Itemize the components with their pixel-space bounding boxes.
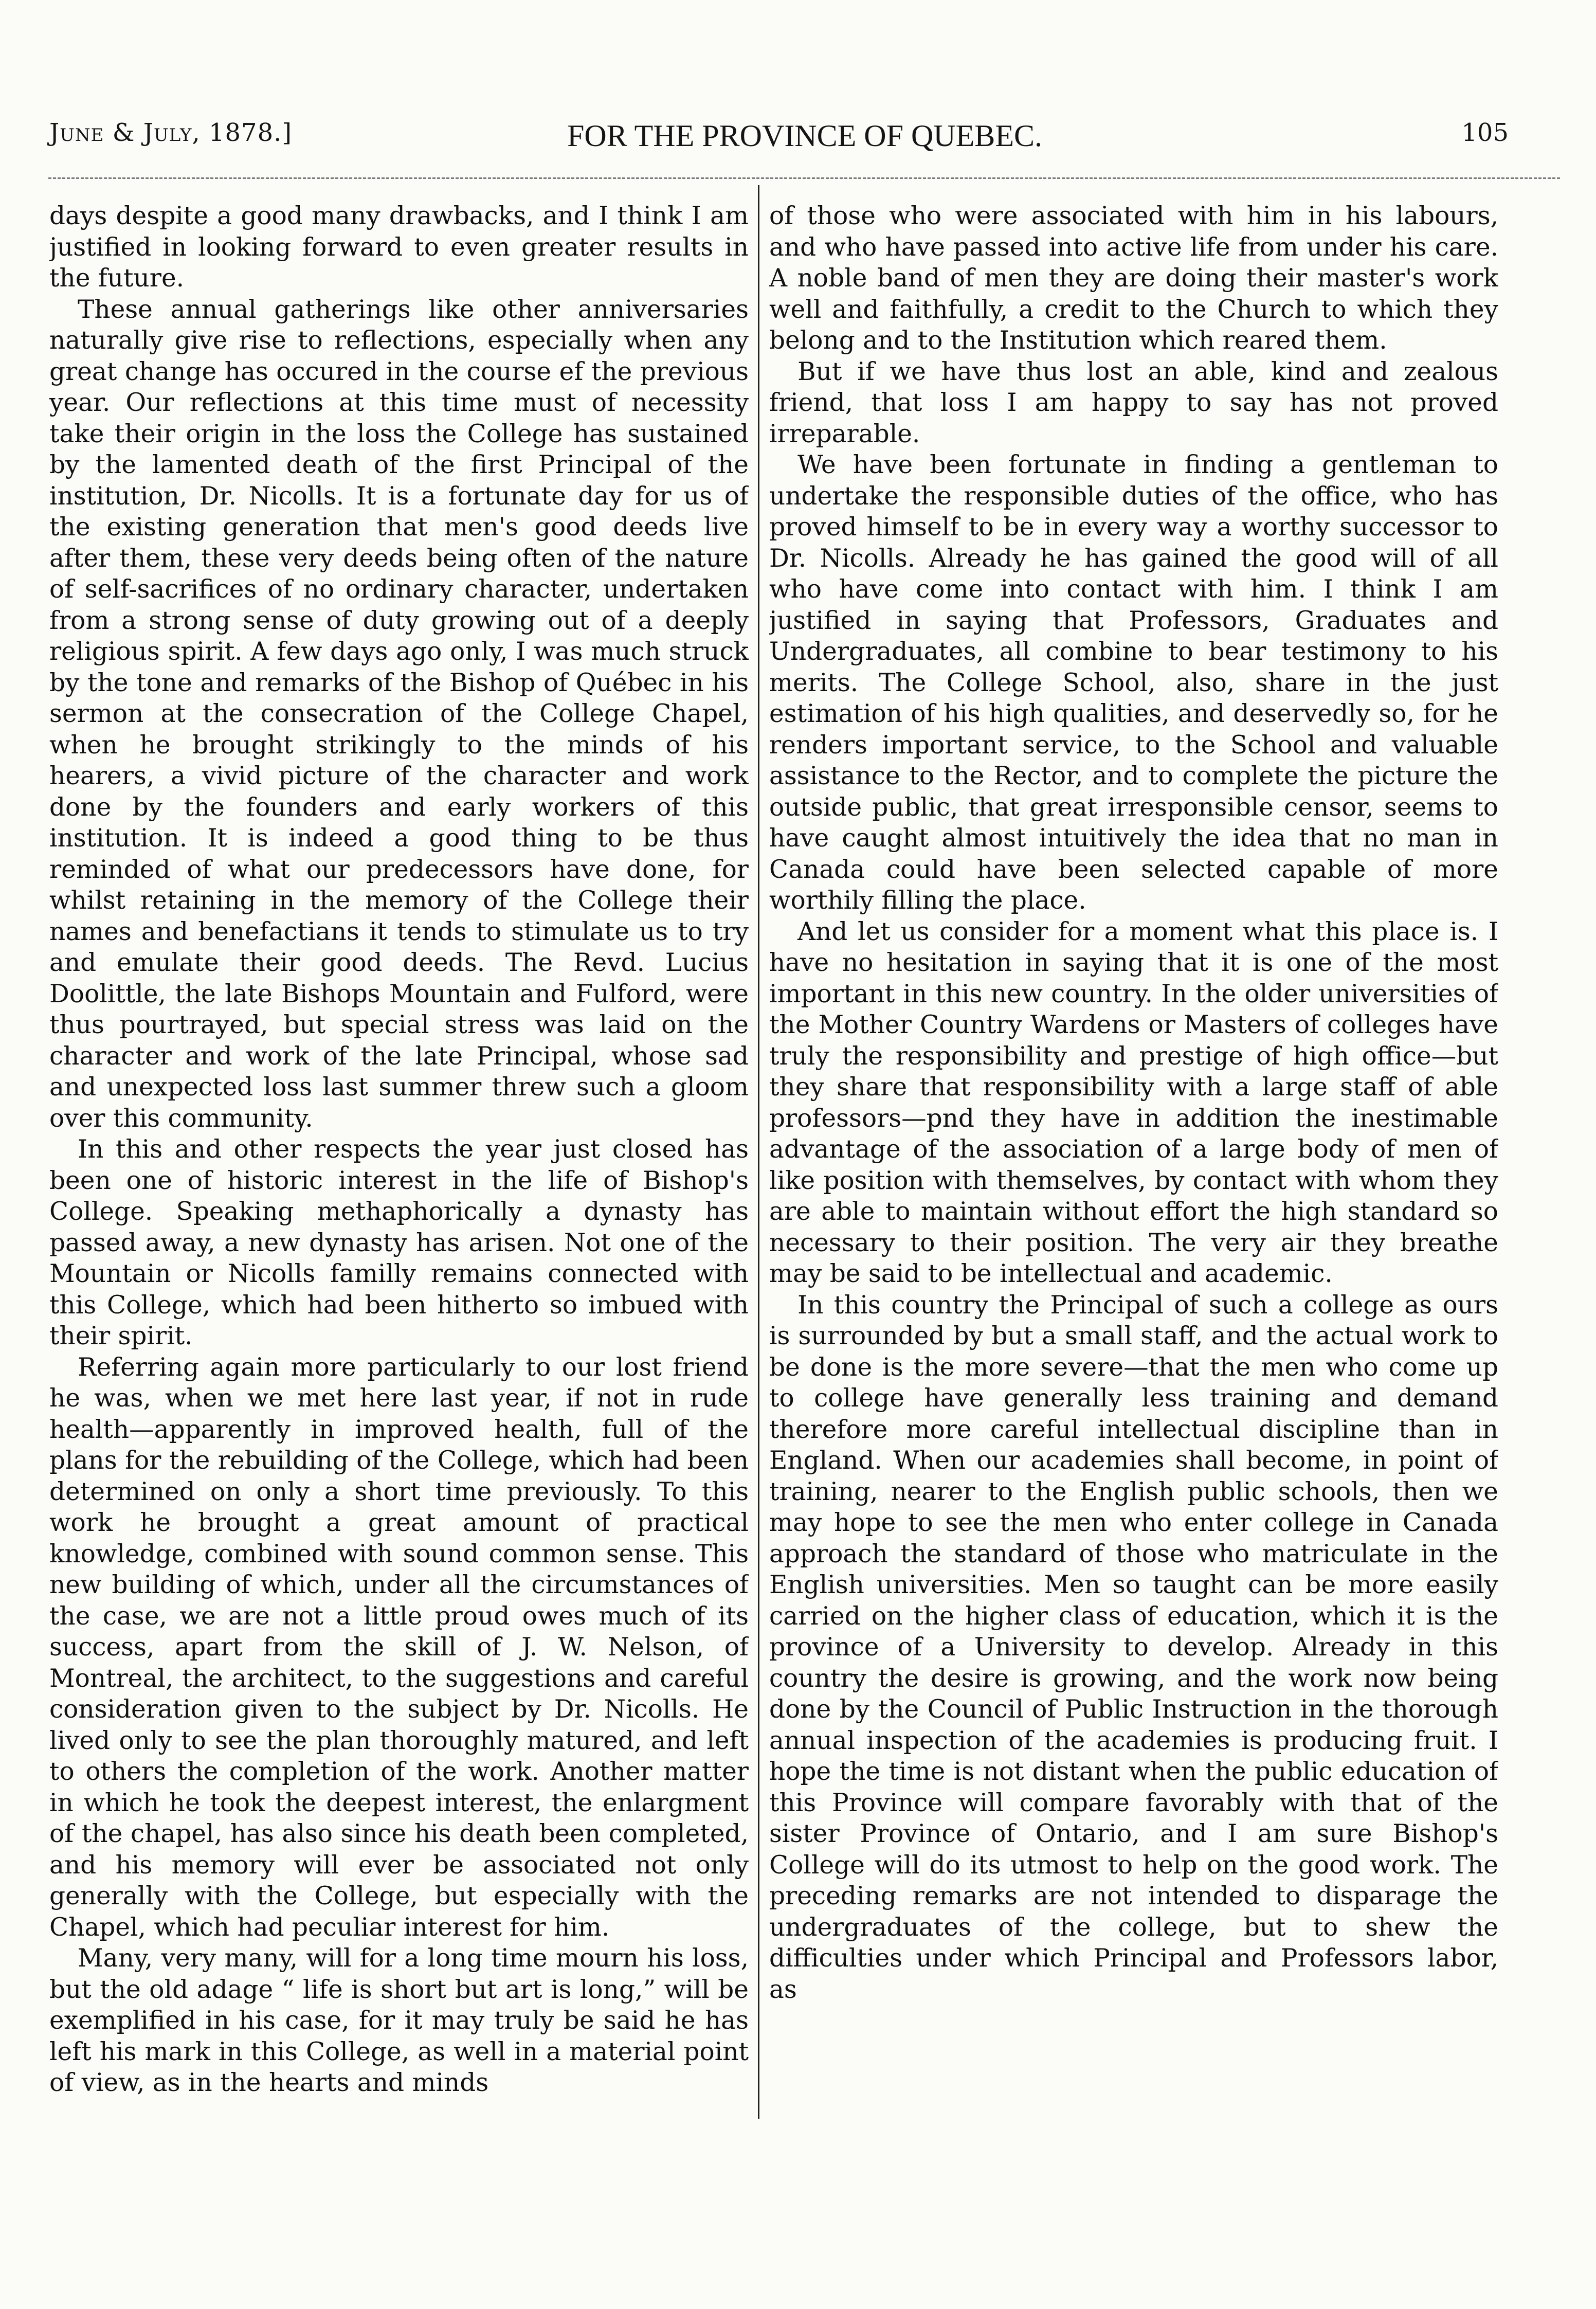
paragraph: Many, very many, will for a long time mourn his loss, but the old adage “ life is short but art is long,” will be exemplified in his case, for it may truly be said he has left his mark in this College, as well in a material point of view, as in the hearts and minds [49,1944,749,2097]
paragraph: And let us consider for a moment what this place is. I have no hesitation in saying that it is one of the most important in this new country. In the older universities of the Mother Country Wardens or Masters of colleges have truly the responsibility and prestige of high office—but they share that responsibility with a large staff of able professors—pnd they have in addition the inestimable advantage of the association of a large body of men of like position with themselves, by contact with whom they are able to maintain without effort the high standard so necessary to their position. The very air they breathe may be said to be intellectual and academic. [769,917,1498,1288]
right-column [769,201,1498,2114]
paragraph: days despite a good many drawbacks, and I think I am justified in looking forward to even greater results in the future. [49,202,749,293]
paragraph: We have been fortunate in finding a gentleman to undertake the responsible duties of the office, who has proved himself to be in every way a worthy successor to Dr. Nicolls. Already he has gained the good will of all who have come into contact with him. I think I am justified in saying that Professors, Graduates and Undergraduates, all combine to bear testimony to his merits. The College School, also, share in the just estimation of his high qualities, and deservedly so, for he renders important service, to the School and valuable assistance to the Rector, and to complete the picture the outside public, that great irresponsible censor, seems to have caught almost intuitively the idea that no man in Canada could have been selected capable of more worthily filling the place. [769,450,1498,915]
running-title: FOR THE PROVINCE OF QUEBEC. [567,119,1042,153]
page-number: 105 [1461,118,1509,147]
paragraph: In this and other respects the year just closed has been one of historic interest in the life of Bishop's College. Speaking methaphorically a dynasty has passed away, a new dynasty has arisen. Not one of the Mountain or Nicolls familly remains connected with this College, which had been hitherto so imbued with their spirit. [49,1135,749,1350]
paragraph: Referring again more particularly to our lost friend he was, when we met here last year, if not in rude health—apparently in improved health, full of the plans for the rebuilding of the College, which had been determined on only a short time previously. To this work he brought a great amount of practical knowledge, combined with sound common sense. This new building of which, under all the circumstances of the case, we are not a little proud owes much of its success, apart from the skill of J. W. Nelson, of Montreal, the architect, to the suggestions and careful consideration given to the subject by Dr. Nicolls. He lived only to see the plan thoroughly matured, and left to others the completion of the work. Another matter in which he took the deepest interest, the enlargment of the chapel, has also since his death been completed, and his memory will ever be associated not only generally with the College, but especially with the Chapel, which had peculiar interest for him. [49,1352,749,1942]
issue-date: June & July, 1878.] [49,118,293,147]
header-rule [48,177,1560,179]
paragraph: of those who were associated with him in his labours, and who have passed into active life from under his care. A noble band of men they are doing their master's work well and faithfully, a credit to the Church to which they belong and to the Institution which reared them. [769,202,1498,355]
paragraph: In this country the Principal of such a college as ours is surrounded by but a small staff, and the actual work to be done is the more severe—that the men who come up to college have generally less training and demand therefore more careful intellectual discipline than in England. When our academies shall become, in point of training, nearer to the English public schools, then we may hope to see the men who enter college in Canada approach the standard of those who matriculate in the English universities. Men so taught can be more easily carried on the higher class of education, which it is the province of a University to develop. Already in this country the desire is growing, and the work now being done by the Council of Public Instruction in the thorough annual inspection of the academies is producing fruit. I hope the time is not distant when the public education of this Province will compare favorably with that of the sister Province of Ontario, and I am sure Bishop's College will do its utmost to help on the good work. The preceding remarks are not intended to disparage the undergraduates of the college, but to shew the difficulties under which Principal and Professors labor, as [769,1290,1498,2004]
paragraph: But if we have thus lost an able, kind and zealous friend, that loss I am happy to say has not proved irreparable. [769,357,1498,448]
column-divider [758,185,759,2119]
paragraph: These annual gatherings like other anniversaries naturally give rise to reflections, especially when any great change has occured in the course ef the previous year. Our reflections at this time must of necessity take their origin in the loss the College has sustained by the lamented death of the first Principal of the institution, Dr. Nicolls. It is a fortunate day for us of the existing generation that men's good deeds live after them, these very deeds being often of the nature of self-sacrifices of no ordinary character, undertaken from a strong sense of duty growing out of a deeply religious spirit. A few days ago only, I was much struck by the tone and remarks of the Bishop of Québec in his sermon at the consecration of the College Chapel, when he brought strikingly to the minds of his hearers, a vivid picture of the character and work done by the founders and early workers of this institution. It is indeed a good thing to be thus reminded of what our predecessors have done, for whilst retaining in the memory of the College their names and benefactians it tends to stimulate us to try and emulate their good deeds. The Revd. Lucius Doolittle, the late Bishops Mountain and Fulford, were thus pourtrayed, but special stress was laid on the character and work of the late Principal, whose sad and unexpected loss last summer threw such a gloom over this community. [49,295,749,1133]
page-header [0,0,1596,195]
left-column [49,201,749,2114]
